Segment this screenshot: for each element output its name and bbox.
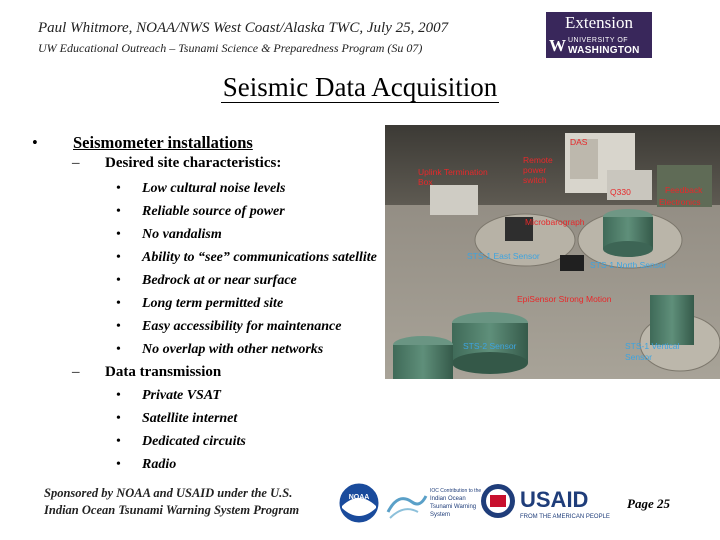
ioc-logo <box>386 482 482 524</box>
label-sts1-north: STS-1 North Sensor <box>590 260 667 270</box>
usaid-logo <box>480 479 612 523</box>
label-episensor: EpiSensor Strong Motion <box>517 294 612 304</box>
photo-illustration <box>385 125 720 379</box>
label-sts2: STS-2 Sensor <box>463 341 517 351</box>
bullet-dot: • <box>116 388 121 403</box>
footer-line-1: Sponsored by NOAA and USAID under the U.S. <box>44 486 293 500</box>
header-line-1: Paul Whitmore, NOAA/NWS West Coast/Alaska TWC, July 25, 2007 <box>38 20 449 36</box>
uw-extension-logo <box>546 12 652 58</box>
usaid-seal-flag <box>490 495 506 507</box>
list-item-text: No overlap with other networks <box>142 342 324 357</box>
header-line-2: UW Educational Outreach – Tsunami Science & Preparedness Program (Su 07) <box>38 41 423 55</box>
ioc-text-4: System <box>430 512 451 518</box>
bullet-text: Seismometer installations <box>73 133 253 152</box>
noaa-text: NOAA <box>348 494 370 501</box>
label-remote: Remote <box>523 155 553 165</box>
bullet-dot: • <box>116 296 121 311</box>
logo-washington: WASHINGTON <box>568 45 640 56</box>
uplink-box <box>430 185 478 215</box>
bullet-dot: • <box>116 204 121 219</box>
usaid-wordmark: USAID <box>520 487 589 512</box>
label-remote-2: power <box>523 165 547 175</box>
bullet-dot: • <box>116 273 121 288</box>
extra-sensor <box>393 345 453 379</box>
list-item-text: Long term permitted site <box>142 296 284 311</box>
list-item-text: Low cultural noise levels <box>142 181 286 196</box>
sub-bullet-text: Desired site characteristics: <box>105 155 282 171</box>
label-uplink: Uplink Termination <box>418 167 488 177</box>
logo-extension-text: Extension <box>565 13 633 32</box>
footer-line-2: Indian Ocean Tsunami Warning System Program <box>44 503 300 517</box>
slide-title-text: Seismic Data Acquisition <box>222 72 498 102</box>
bullet-dot: • <box>116 227 121 242</box>
seismic-vault-photo <box>385 125 720 379</box>
ioc-text-3: Tsunami Warning <box>430 504 477 510</box>
sts2-bottom <box>452 352 528 374</box>
sub-bullet-text: Data transmission <box>105 364 222 380</box>
label-q330: Q330 <box>610 187 631 197</box>
dash-marker: – <box>72 155 80 171</box>
list-item-text: Easy accessibility for maintenance <box>142 319 342 334</box>
list-item-text: Dedicated circuits <box>142 434 246 449</box>
bullet-dot: • <box>116 342 121 357</box>
label-das: DAS <box>570 137 588 147</box>
page-number: Page 25 <box>627 496 670 511</box>
noaa-logo <box>338 482 380 524</box>
bullet-dot: • <box>116 411 121 426</box>
label-remote-3: switch <box>523 175 547 185</box>
ioc-text-1: IOC Contribution to the <box>430 488 482 494</box>
bullet-dot: • <box>116 181 121 196</box>
slide-title <box>0 72 720 103</box>
label-microbarograph: Microbarograph <box>525 217 585 227</box>
label-sts1-vertical-2: Sensor <box>625 352 652 362</box>
label-feedback: Feedback <box>665 185 703 195</box>
logo-university-of: UNIVERSITY OF <box>568 37 629 44</box>
label-sts1-vertical: STS-1 Vertical <box>625 341 680 351</box>
list-item-text: Satellite internet <box>142 411 238 426</box>
dash-marker: – <box>72 364 80 380</box>
bullet-dot: • <box>116 457 121 472</box>
ioc-wave-2 <box>390 509 418 518</box>
list-item-text: Radio <box>142 457 177 472</box>
list-item-text: Private VSAT <box>142 388 221 403</box>
label-feedback-2: Electronics <box>659 197 701 207</box>
footer-sponsor <box>44 485 299 519</box>
list-item-text: Reliable source of power <box>142 204 285 219</box>
ioc-text-2: Indian Ocean <box>430 496 466 502</box>
label-sts1-east: STS-1 East Sensor <box>467 251 540 261</box>
usaid-tagline: FROM THE AMERICAN PEOPLE <box>520 514 610 520</box>
logo-w-mark: W <box>549 36 566 55</box>
bullet-dot: • <box>116 319 121 334</box>
bullet-dot: • <box>116 250 121 265</box>
bullet-marker: • <box>32 133 38 152</box>
label-uplink-2: Box <box>418 177 433 187</box>
bullet-dot: • <box>116 434 121 449</box>
list-item-text: Ability to “see” communications satellite <box>142 250 377 265</box>
list-item-text: Bedrock at or near surface <box>142 273 297 288</box>
sts1-north-bottom <box>603 241 653 257</box>
sts1-vertical-sensor <box>650 295 694 345</box>
episensor-device <box>560 255 584 271</box>
list-item-text: No vandalism <box>142 227 222 242</box>
